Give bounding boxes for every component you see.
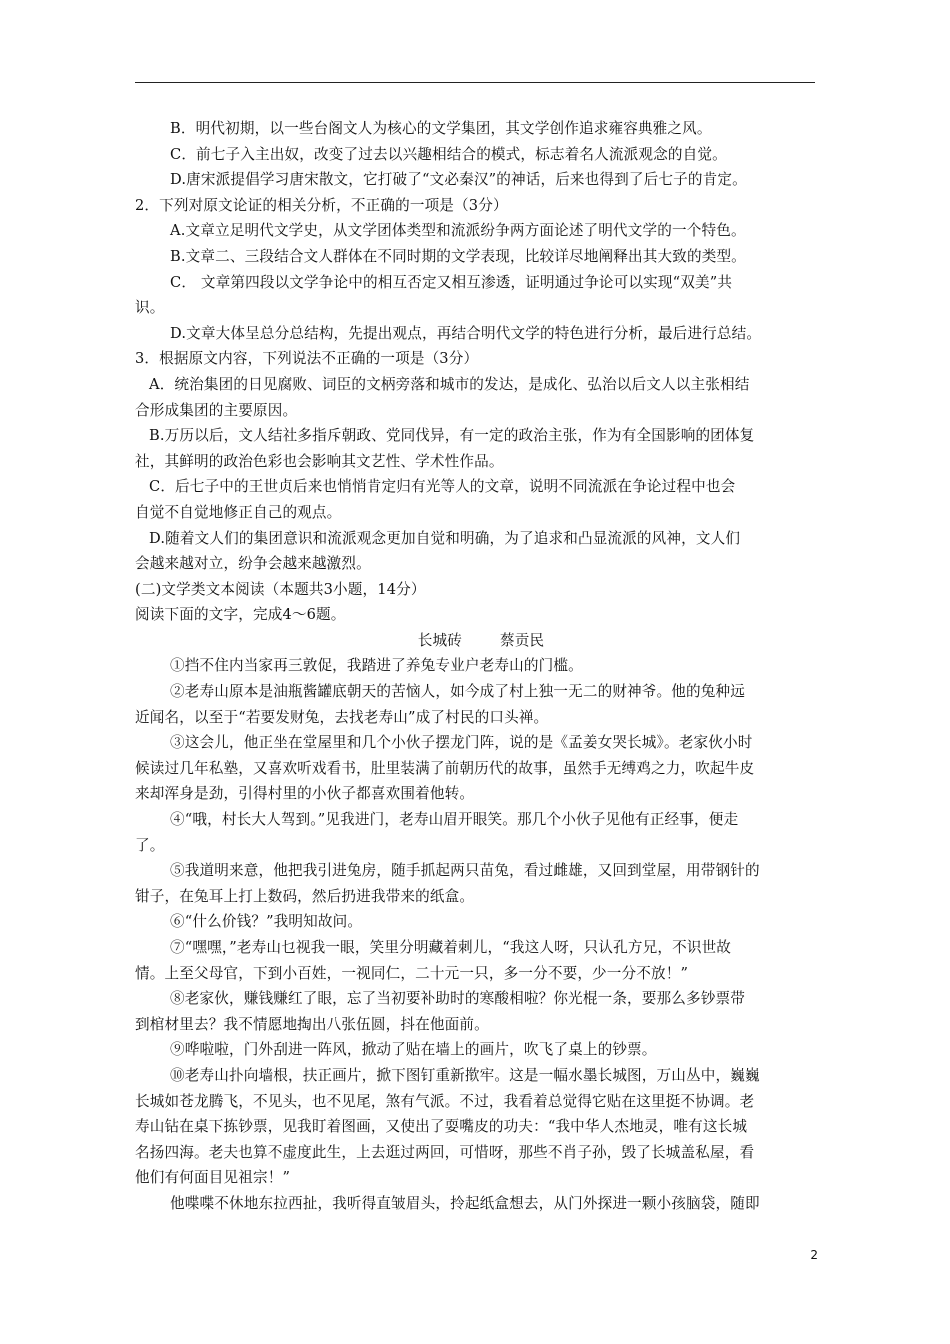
text-line: 钳子，在兔耳上打上数码，然后扔进我带来的纸盒。 — [135, 887, 475, 905]
text-line: ⑨哗啦啦，门外刮进一阵风，掀动了贴在墙上的画片，吹飞了桌上的钞票。 — [170, 1041, 657, 1059]
text-line: A.文章立足明代文学史，从文学团体类型和流派纷争两方面论述了明代文学的一个特色。 — [170, 222, 746, 240]
text-line: C．后七子中的王世贞后来也悄悄肯定归有光等人的文章，说明不同流派在争论过程中也会 — [149, 478, 736, 496]
story-author: 蔡贡民 — [500, 631, 545, 649]
section-heading: (二)文学类文本阅读（本题共3小题，14分） — [135, 580, 426, 598]
text-line: 会越来越对立，纷争会越来越激烈。 — [135, 555, 371, 573]
text-line: B.万历以后，文人结社多指斥朝政、党同伐异，有一定的政治主张，作为有全国影响的团体复 — [149, 427, 755, 445]
text-line: D.唐宋派提倡学习唐宋散文，它打破了“文必秦汉”的神话，后来也得到了后七子的肯定。 — [170, 171, 747, 189]
text-line: B.文章二、三段结合文人群体在不同时期的文学表现，比较详尽地阐释出其大致的类型。 — [170, 247, 746, 265]
text-line: ②老寿山原本是油瓶酱罐底朝天的苦恼人，如今成了村上独一无二的财神爷。他的兔种远 — [170, 683, 746, 701]
instruction-line: 阅读下面的文字，完成4～6题。 — [135, 606, 346, 624]
text-line: 了。 — [135, 836, 165, 854]
text-line: 他喋喋不休地东拉西扯，我听得直皱眉头，拎起纸盒想去，从门外探进一颗小孩脑袋，随即 — [170, 1194, 760, 1212]
text-line: ⑤我道明来意，他把我引进兔房，随手抓起两只苗兔，看过雌雄，又回到堂屋，用带钢针的 — [170, 862, 760, 880]
text-line: 到棺材里去？我不情愿地掏出八张伍圆，抖在他面前。 — [135, 1015, 489, 1033]
text-line: 来却浑身是劲，引得村里的小伙子都喜欢围着他转。 — [135, 785, 475, 803]
page-number: 2 — [810, 1248, 818, 1262]
text-line: ③这会儿，他正坐在堂屋里和几个小伙子摆龙门阵，说的是《孟姜女哭长城》。老家伙小时 — [170, 734, 753, 752]
text-line: C．前七子入主出奴，改变了过去以兴趣相结合的模式，标志着名人流派观念的自觉。 — [170, 145, 727, 163]
question-2-stem: 2．下列对原文论证的相关分析，不正确的一项是（3分） — [135, 196, 508, 214]
text-line: ⑩老寿山扑向墙根，扶正画片，掀下图钉重新揿牢。这是一幅水墨长城图，万山丛中，巍巍 — [170, 1066, 760, 1084]
text-line: ⑦“嘿嘿，”老寿山乜视我一眼，笑里分明藏着刺儿，“我这人呀，只认孔方兄，不识世故 — [170, 939, 732, 956]
page-content — [135, 116, 827, 1217]
text-line: 他们有何面目见祖宗！” — [135, 1169, 291, 1187]
text-line: C． 文章第四段以文学争论中的相互否定又相互渗透，证明通过争论可以实现“双美”共 — [170, 273, 733, 291]
story-title-text: 长城砖 — [417, 631, 462, 649]
text-line: 寿山钻在桌下拣钞票，见我盯着图画，又使出了耍嘴皮的功夫：“我中华人杰地灵，唯有这长城 — [135, 1118, 748, 1136]
text-line: ⑥“什么价钱？”我明知故问。 — [170, 913, 363, 931]
text-line: ④“哦，村长大人驾到。”见我进门，老寿山眉开眼笑。那几个小伙子见他有正经事，便走 — [170, 811, 739, 829]
text-line: 近闻名，以至于“若要发财兔，去找老寿山”成了村民的口头禅。 — [135, 708, 549, 726]
text-line: 识。 — [135, 299, 165, 317]
text-line: 社，其鲜明的政治色彩也会影响其文艺性、学术性作品。 — [135, 452, 504, 470]
text-line: D.随着文人们的集团意识和流派观念更加自觉和明确，为了追求和凸显流派的风神，文人们 — [149, 529, 741, 547]
text-line: 候读过几年私塾，又喜欢听戏看书，肚里装满了前朝历代的故事，虽然手无缚鸡之力，吹起牛皮 — [135, 759, 755, 777]
header-rule — [135, 82, 815, 83]
text-line: 情。上至父母官，下到小百姓，一视同仁，二十元一只，多一分不要，少一分不放！” — [135, 964, 689, 982]
text-line: A．统治集团的日见腐败、词臣的文柄旁落和城市的发达，是成化、弘治以后文人以主张相结 — [149, 375, 750, 393]
question-3-stem: 3．根据原文内容，下列说法不正确的一项是（3分） — [135, 350, 479, 368]
story-title — [135, 628, 827, 654]
text-line: 名扬四海。老夫也算不虚度此生，上去逛过两回，可惜呀，那些不肖子孙，毁了长城盖私屋，看 — [135, 1143, 755, 1161]
text-line: ⑧老家伙，赚钱赚红了眼，忘了当初要补助时的寒酸相啦？你光棍一条，要那么多钞票带 — [170, 990, 746, 1008]
text-line: 自觉不自觉地修正自己的观点。 — [135, 503, 342, 521]
text-line: ①挡不住内当家再三敦促，我踏进了养兔专业户老寿山的门槛。 — [170, 657, 583, 675]
text-line: B．明代初期，以一些台阁文人为核心的文学集团，其文学创作追求雍容典雅之风。 — [170, 120, 712, 137]
text-line: 合形成集团的主要原因。 — [135, 401, 298, 419]
text-line: D.文章大体呈总分总结构，先提出观点，再结合明代文学的特色进行分析，最后进行总结。 — [170, 324, 762, 342]
text-line: 长城如苍龙腾飞，不见头，也不见尾，煞有气派。不过，我看着总觉得它贴在这里挺不协调。老 — [135, 1092, 755, 1110]
